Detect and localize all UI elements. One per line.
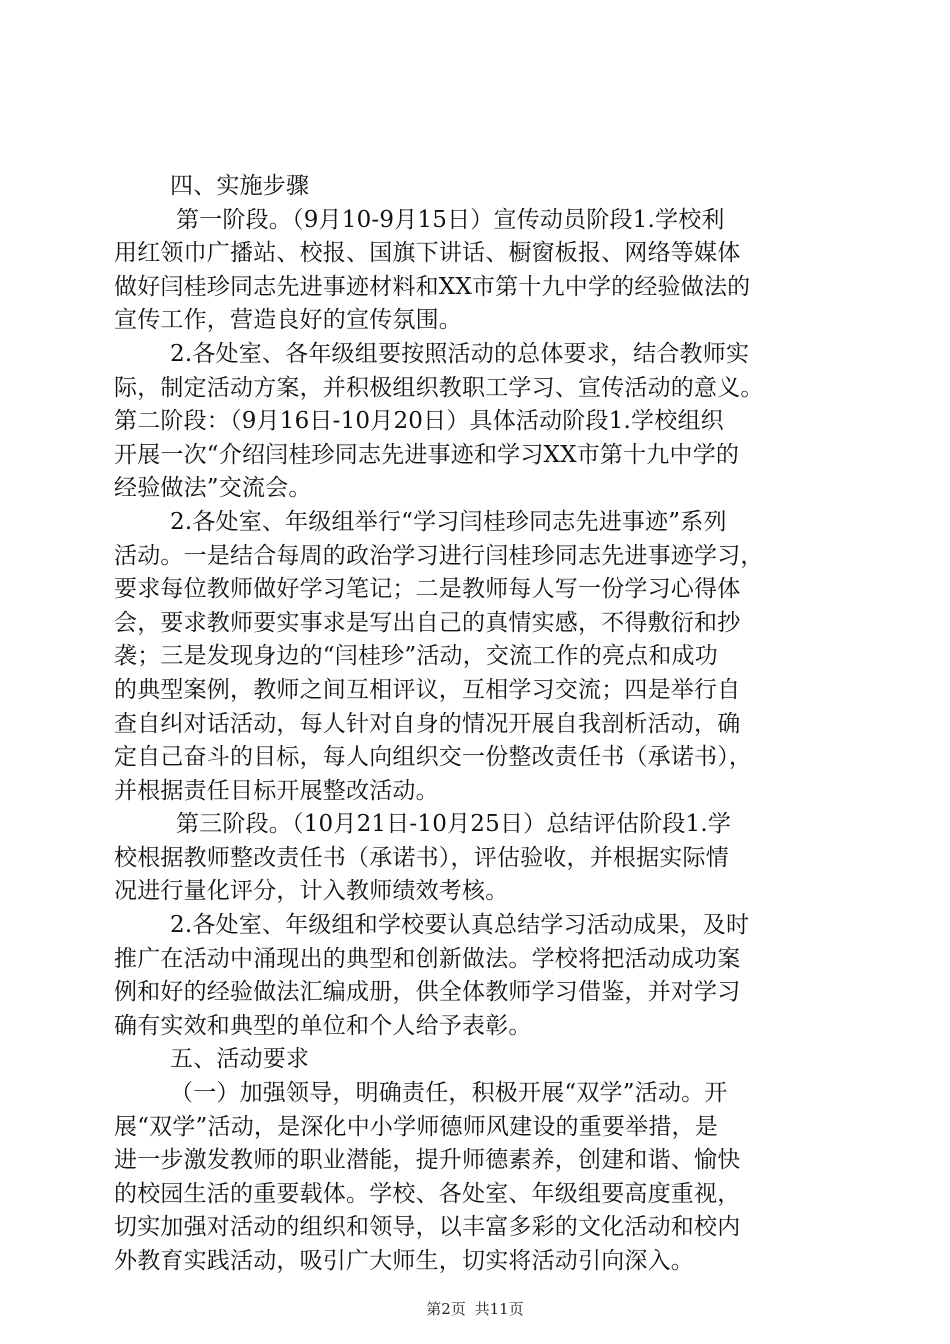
text-line: 2.各处室、各年级组要按照活动的总体要求，结合教师实 — [170, 340, 750, 367]
text-line: 活动。一是结合每周的政治学习进行闫桂珍同志先进事迹学习， — [114, 542, 764, 569]
text-line: 的典型案例，教师之间互相评议，互相学习交流；四是举行自 — [114, 676, 741, 703]
text-line: 推广在活动中涌现出的典型和创新做法。学校将把活动成功案 — [114, 945, 741, 972]
text-line: 确有实效和典型的单位和个人给予表彰。 — [114, 1012, 532, 1039]
text-line: 2.各处室、年级组和学校要认真总结学习活动成果，及时 — [170, 912, 750, 939]
text-line: 经验做法”交流会。 — [114, 475, 312, 502]
text-line: 查自纠对话活动，每人针对自身的情况开展自我剖析活动，确 — [114, 710, 741, 737]
text-line: 要求每位教师做好学习笔记；二是教师每人写一份学习心得体 — [114, 576, 741, 603]
text-line: 定自己奋斗的目标，每人向组织交一份整改责任书（承诺书）， — [114, 744, 753, 771]
text-line: 袭；三是发现身边的“闫桂珍”活动，交流工作的亮点和成功 — [114, 643, 718, 670]
text-line: 的校园生活的重要载体。学校、各处室、年级组要高度重视， — [114, 1180, 741, 1207]
text-line: 做好闫桂珍同志先进事迹材料和XX市第十九中学的经验做法的 — [114, 273, 751, 300]
text-line: 切实加强对活动的组织和领导，以丰富多彩的文化活动和校内 — [114, 1214, 741, 1241]
text-line: 四、实施步骤 — [170, 173, 310, 199]
text-line: 际，制定活动方案，并积极组织教职工学习、宣传活动的意义。 — [114, 374, 764, 401]
text-line: 2.各处室、年级组举行“学习闫桂珍同志先进事迹”系列 — [170, 508, 727, 535]
text-line: 校根据教师整改责任书（承诺书），评估验收，并根据实际情 — [114, 844, 729, 871]
document-body — [114, 170, 834, 1279]
text-line: 会，要求教师要实事求是写出自己的真情实感，不得敷衍和抄 — [114, 609, 741, 636]
text-line: 宣传工作，营造良好的宣传氛围。 — [114, 307, 462, 334]
text-line: 开展一次“介绍闫桂珍同志先进事迹和学习XX市第十九中学的 — [114, 441, 740, 468]
text-line: 五、活动要求 — [170, 1046, 310, 1073]
page-total: 共11页 — [474, 1300, 524, 1318]
text-line: 用红领巾广播站、校报、国旗下讲话、橱窗板报、网络等媒体 — [114, 240, 741, 267]
text-line: 第二阶段：（9月16日-10月20日）具体活动阶段1.学校组织 — [114, 408, 724, 435]
text-line: 第三阶段。（10月21日-10月25日）总结评估阶段1.学 — [176, 811, 732, 838]
text-line: 外教育实践活动，吸引广大师生，切实将活动引向深入。 — [114, 1248, 694, 1274]
text-line: 例和好的经验做法汇编成册，供全体教师学习借鉴，并对学习 — [114, 979, 741, 1006]
text-line: 展“双学”活动，是深化中小学师德师风建设的重要举措，是 — [114, 1113, 718, 1140]
page-footer — [0, 1298, 950, 1319]
page-number: 第2页 — [426, 1300, 466, 1318]
text-line: 进一步激发教师的职业潜能，提升师德素养，创建和谐、愉快 — [114, 1147, 741, 1174]
text-line: 并根据责任目标开展整改活动。 — [114, 777, 439, 804]
text-line: 况进行量化评分，计入教师绩效考核。 — [114, 878, 509, 905]
text-line: （一）加强领导，明确责任，积极开展“双学”活动。开 — [170, 1080, 728, 1107]
text-line: 第一阶段。（9月10-9月15日）宣传动员阶段1.学校利 — [176, 206, 725, 233]
